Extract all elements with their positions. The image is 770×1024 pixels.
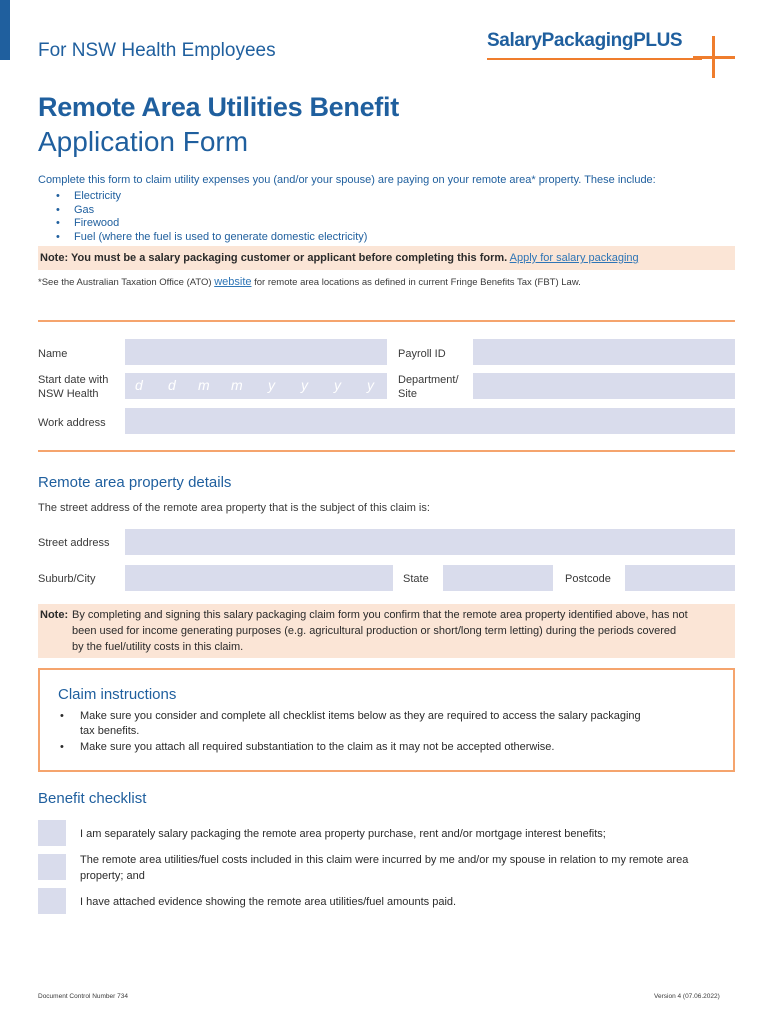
logo-text-regular: SalaryPackaging (487, 30, 634, 51)
checklist-item-text: I am separately salary packaging the remote area property purchase, rent and/or mortgage interest benefits; (80, 828, 606, 840)
checklist-checkbox-3[interactable] (38, 888, 66, 914)
edge-accent-bar (0, 0, 10, 60)
department-input[interactable] (473, 373, 735, 399)
property-use-note (38, 604, 735, 658)
utility-list (56, 190, 367, 244)
version-info: Version 4 (07.06.2022) (654, 993, 720, 1000)
checklist-item-text: I have attached evidence showing the remote area utilities/fuel amounts paid. (80, 896, 457, 908)
note-line: by the fuel/utility costs in this claim. (72, 641, 244, 653)
bullet: • (60, 741, 64, 753)
date-digit-placeholder: m (198, 377, 210, 393)
ato-reference (38, 276, 581, 288)
date-digit-placeholder: d (168, 377, 176, 393)
bullet: • (60, 710, 64, 722)
street-address-label: Street address (38, 537, 110, 549)
property-section-title: Remote area property details (38, 474, 232, 491)
suburb-label: Suburb/City (38, 573, 96, 585)
divider (38, 320, 735, 322)
postcode-input[interactable] (625, 565, 735, 591)
ato-website-link[interactable]: website (214, 276, 252, 288)
start-date-input[interactable] (125, 373, 387, 399)
department-label-line1: Department/ (398, 374, 459, 386)
claim-item-text: Make sure you attach all required substantiation to the claim as it may not be accepted otherwise. (80, 741, 555, 753)
date-digit-placeholder: y (334, 377, 341, 393)
apply-link[interactable]: Apply for salary packaging (509, 252, 639, 264)
start-date-label-line1: Start date with (38, 374, 109, 386)
property-section-desc: The street address of the remote area property that is the subject of this claim is: (38, 502, 430, 514)
claim-instructions-title: Claim instructions (58, 686, 177, 703)
start-date-label-line2: NSW Health (38, 388, 99, 400)
department-label-line2: Site (398, 388, 417, 400)
claim-instructions-box (38, 668, 735, 772)
logo-underline (487, 58, 702, 60)
ato-text-before: *See the Australian Taxation Office (ATO) (38, 277, 215, 288)
ato-text-after: for remote area locations as defined in current Fringe Benefits Tax (FBT) Law. (251, 277, 581, 288)
document-control-number: Document Control Number 734 (38, 993, 128, 1000)
list-item: • Firewood (56, 217, 367, 231)
name-label: Name (38, 348, 68, 360)
divider (38, 450, 735, 452)
name-input[interactable] (125, 339, 387, 365)
postcode-label: Postcode (565, 573, 611, 585)
payroll-id-input[interactable] (473, 339, 735, 365)
street-address-input[interactable] (125, 529, 735, 555)
date-digit-placeholder: y (268, 377, 275, 393)
list-item: • Fuel (where the fuel is used to generate domestic electricity) (56, 231, 367, 245)
state-label: State (403, 573, 429, 585)
checklist-item-text: property; and (80, 870, 145, 882)
state-input[interactable] (443, 565, 553, 591)
note-line: been used for income generating purposes (e.g. agricultural production or short/long term letting) during the periods covered (72, 625, 677, 637)
suburb-input[interactable] (125, 565, 393, 591)
list-item: • Electricity (56, 190, 367, 204)
brand-logo (487, 30, 682, 52)
payroll-id-label: Payroll ID (398, 348, 446, 360)
note-line: By completing and signing this salary packaging claim form you confirm that the remote area property identified above, has not (72, 609, 688, 621)
form-subtitle: Application Form (38, 126, 249, 157)
date-digit-placeholder: y (367, 377, 374, 393)
claim-item-text: Make sure you consider and complete all checklist items below as they are required to access the salary packaging (80, 710, 641, 722)
note-label: Note: (40, 609, 69, 621)
date-digit-placeholder: m (231, 377, 243, 393)
checklist-title: Benefit checklist (38, 790, 147, 807)
intro-text: Complete this form to claim utility expenses you (and/or your spouse) are paying on your remote area* property. These include: (38, 174, 656, 186)
logo-plus-icon-bar (693, 56, 735, 59)
header-audience: For NSW Health Employees (38, 40, 276, 61)
eligibility-note (38, 246, 735, 270)
work-address-input[interactable] (125, 408, 735, 434)
date-digit-placeholder: d (135, 377, 143, 393)
claim-item-text: tax benefits. (80, 725, 140, 737)
logo-text-bold: PLUS (633, 30, 683, 51)
list-item: • Gas (56, 204, 367, 218)
eligibility-note-text: Note: You must be a salary packaging customer or applicant before completing this form. (40, 252, 508, 264)
checklist-checkbox-1[interactable] (38, 820, 66, 846)
form-title: Remote Area Utilities Benefit (38, 92, 399, 122)
checklist-checkbox-2[interactable] (38, 854, 66, 880)
work-address-label: Work address (38, 417, 106, 429)
date-digit-placeholder: y (301, 377, 308, 393)
checklist-item-text: The remote area utilities/fuel costs included in this claim were incurred by me and/or my spouse in relation to my remote area (80, 854, 689, 866)
